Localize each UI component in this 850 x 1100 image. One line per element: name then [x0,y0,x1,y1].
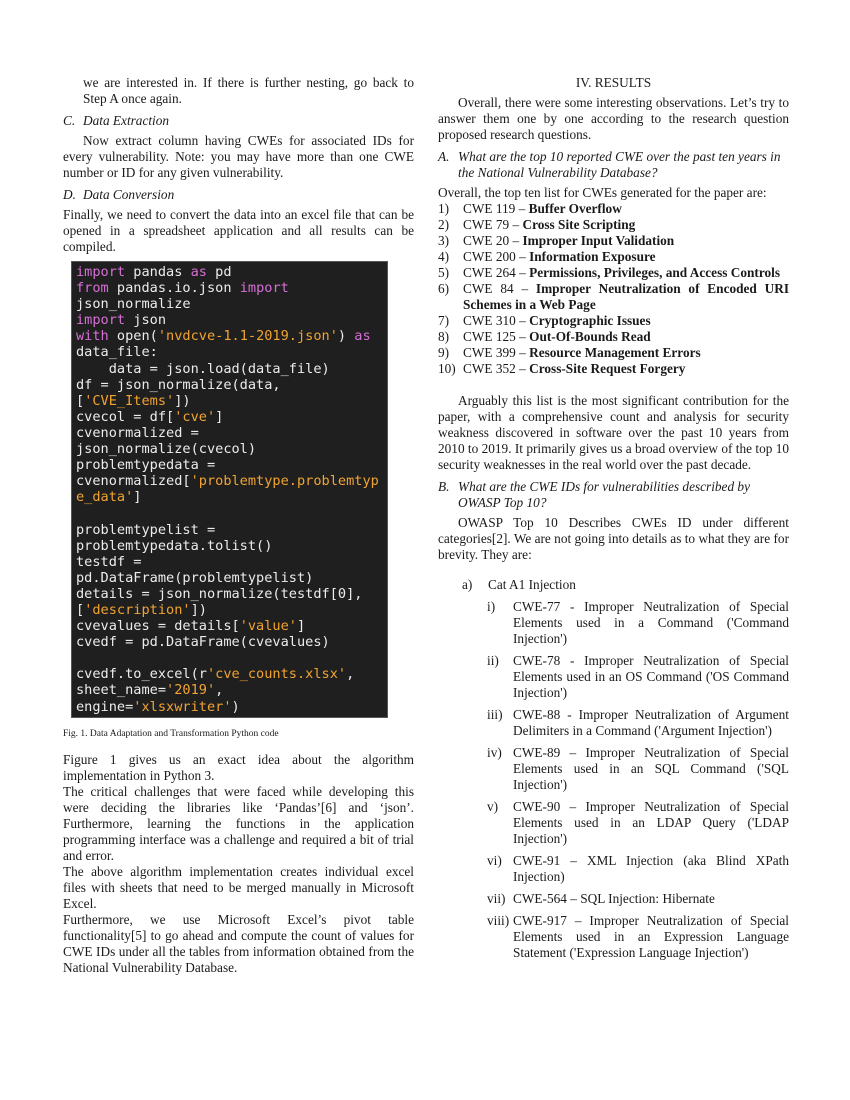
code-token: 'description' [84,601,191,618]
cwe-id: CWE 310 – [463,313,530,328]
section-d-title: Data Conversion [83,187,175,202]
roman-numeral: vi) [487,853,502,868]
list-body [463,361,789,377]
pivot-paragraph: Furthermore, we use Microsoft Excel’s pivot table functionality[5] to go ahead and compute the count of values for CWE IDs under all the tables from information obtained from the National Vulnerability Database. [63,911,414,975]
code-line [76,296,387,312]
code-token: ] [215,408,224,425]
list-item [487,913,789,961]
figure-caption: Fig. 1. Data Adaptation and Transformation Python code [63,728,279,739]
code-line [76,441,387,457]
cwe-name: Improper Input Validation [522,233,675,248]
code-token: pandas.io.json [108,280,240,297]
code-token: [ [76,601,85,618]
list-item [438,233,789,249]
code-token: json_normalize(cvecol) [76,441,257,458]
cwe-name: Buffer Overflow [528,201,622,216]
code-token: import [76,264,126,280]
code-token: ) [231,698,240,715]
code-line [76,425,387,441]
code-line [76,618,387,634]
list-body [463,233,789,249]
list-body [463,329,789,345]
code-line [76,361,387,377]
injection-cwe-text: CWE-90 – Improper Neutralization of Special Elements used in an LDAP Query ('LDAP Injection') [513,799,789,846]
list-item [438,345,789,361]
cwe-id: CWE 352 – [463,361,530,376]
list-item [438,217,789,233]
injection-cwe-text: CWE-88 - Improper Neutralization of Argument Delimiters in a Command ('Argument Injection') [513,707,789,738]
cwe-id: CWE 264 – [463,265,530,280]
cwe-id: CWE 20 – [463,233,523,248]
cwe-name: Permissions, Privileges, and Access Controls [529,265,781,280]
injection-cwe-text: CWE-89 – Improper Neutralization of Special Elements used in an SQL Command ('SQL Injection') [513,745,789,792]
code-token: with [76,328,109,345]
code-token: cvevalues = details[ [76,618,240,635]
code-token: problemtypedata.tolist() [76,537,273,554]
section-c-letter: C. [63,113,76,128]
cwe-name: Resource Management Errors [529,345,701,360]
injection-cwe-text: CWE-917 – Improper Neutralization of Special Elements used in an Expression Language Statement ('Expression Language Injection') [513,913,789,960]
code-token: as [190,264,207,280]
code-token: problemtypelist = [76,521,216,538]
code-line [76,377,387,393]
list-body [463,345,789,361]
code-token: json [125,312,167,329]
code-token: '2019' [166,682,216,699]
implementation-paragraph: The above algorithm implementation creates individual excel files with sheets that need to be merged manually in Microsoft Excel. [63,863,414,911]
code-line [76,554,387,570]
code-token: import [76,312,126,329]
section-c-title: Data Extraction [83,113,170,128]
roman-numeral: i) [487,599,496,614]
list-number: 7) [438,313,450,328]
code-line [76,328,387,344]
list-item [487,653,789,701]
code-line [76,457,387,473]
cwe-id: CWE 79 – [463,217,523,232]
list-number: 4) [438,249,450,264]
code-token: ) [337,328,355,345]
roman-numeral: ii) [487,653,499,668]
code-token: cvedf = pd.DataFrame(cvevalues) [76,634,330,651]
code-token: 'xlsxwriter' [133,698,232,715]
code-token: 'cve' [174,408,216,425]
code-line [76,699,387,715]
owasp-paragraph: OWASP Top 10 Describes CWEs ID under different categories[2]. We are not going into details as to what they are for brevity. They are: [438,515,789,562]
code-line [76,264,387,280]
cwe-id: CWE 200 – [463,249,530,264]
list-number: 1) [438,201,450,216]
list-number: 10) [438,361,456,376]
injection-cwe-text: CWE-564 – SQL Injection: Hibernate [513,891,715,906]
list-body [463,265,789,281]
code-token: pandas [125,264,191,280]
code-token: import [239,280,289,297]
code-token: ]) [190,601,207,618]
list-number: 2) [438,217,450,232]
data-conversion-paragraph: Finally, we need to convert the data into an excel file that can be opened in a spreadsheet application and all results can be compiled. [63,207,414,254]
code-line [76,666,387,682]
section-b-title: What are the CWE IDs for vulnerabilities described by OWASP Top 10? [458,479,750,510]
code-line [76,505,387,521]
python-code-block [71,261,388,718]
list-item [438,249,789,265]
section-a-title: What are the top 10 reported CWE over the past ten years in the National Vulnerability Database? [458,149,781,180]
code-token: from [76,280,109,297]
cwe-name: Out-Of-Bounds Read [529,329,651,344]
list-item [487,799,789,847]
list-item [487,745,789,793]
code-line [76,538,387,554]
cwe-id: CWE 84 – [463,281,536,296]
code-line [76,522,387,538]
code-token: problemtypedata = [76,457,216,474]
injection-cwe-text: CWE-91 – XML Injection (aka Blind XPath Injection) [513,853,789,884]
code-token: 'nvdcve-1.1-2019.json' [157,328,338,345]
cwe-name: Cryptographic Issues [529,313,651,328]
list-item [438,265,789,281]
list-number: 8) [438,329,450,344]
left-column [63,75,414,976]
list-number: 6) [438,281,450,296]
injection-cwe-list [438,599,789,961]
code-token: open( [108,328,158,345]
list-number: 3) [438,233,450,248]
right-column [438,75,789,967]
cwe-id: CWE 125 – [463,329,530,344]
code-token: cvenormalized = [76,424,199,441]
cwe-id: CWE 119 – [463,201,529,216]
code-token: sheet_name= [76,682,167,699]
code-line [76,312,387,328]
code-line [76,489,387,505]
list-item [487,707,789,739]
section-a-letter: A. [438,149,450,164]
code-line [76,393,387,409]
category-a-letter: a) [462,577,473,592]
figure1-paragraph: Figure 1 gives us an exact idea about the algorithm implementation in Python 3. [63,751,414,783]
list-item [438,361,789,377]
list-body [463,249,789,265]
code-token: cvedf.to_excel(r [76,666,207,683]
challenges-paragraph: The critical challenges that were faced while developing this were deciding the libraries like ‘Pandas’[6] and ‘json’. Furthermore, learning the functions in the application programming interface was a challenge and required a bit of trial and error. [63,783,414,863]
code-token: ] [133,489,142,506]
code-line [76,682,387,698]
list-item [487,599,789,647]
code-token: e_data' [76,489,134,506]
list-item [438,281,789,313]
list-item [438,329,789,345]
results-heading: IV. RESULTS [575,75,652,90]
intro-paragraph: we are interested in. If there is further nesting, go back to Step A once again. [83,75,414,106]
code-token: , [346,666,355,683]
code-token: [ [76,392,85,409]
roman-numeral: viii) [487,913,510,928]
section-d-letter: D. [63,187,76,202]
list-body [463,217,789,233]
list-body [463,313,789,329]
list-item [438,201,789,217]
cwe-name: Information Exposure [529,249,656,264]
category-a-label: Cat A1 Injection [488,577,576,592]
code-line [76,344,387,360]
roman-numeral: vii) [487,891,506,906]
code-token: 'value' [239,618,297,635]
code-token: data_file: [76,344,158,361]
code-token: 'CVE_Items' [84,392,175,409]
code-token: details = json_normalize(testdf[0], [76,585,363,602]
cwe-name: Cross Site Scripting [522,217,636,232]
code-line [76,473,387,489]
section-b-heading [438,479,789,511]
section-b-letter: B. [438,479,450,494]
category-a-heading [462,577,789,593]
cwe-id: CWE 399 – [463,345,530,360]
code-token: df = json_normalize(data, [76,376,281,393]
list-item [438,313,789,329]
list-number: 9) [438,345,450,360]
list-body [463,201,789,217]
code-token: pd [206,264,232,280]
code-token: data = json.load(data_file) [76,360,330,377]
code-token: pd.DataFrame(problemtypelist) [76,569,314,586]
code-token: cvenormalized[ [76,473,191,490]
injection-cwe-text: CWE-77 - Improper Neutralization of Special Elements used in a Command ('Command Injection') [513,599,789,646]
top10-cwe-list [438,201,789,377]
code-token: ] [296,618,306,635]
injection-cwe-text: CWE-78 - Improper Neutralization of Special Elements used in an OS Command ('OS Command Injection') [513,653,789,700]
list-item [487,891,789,907]
code-token: 'cve_counts.xlsx' [206,666,347,683]
code-token: json_normalize [76,296,191,313]
section-c-heading [63,113,414,129]
top10-intro: Overall, the top ten list for CWEs generated for the paper are: [438,185,767,200]
list-number: 5) [438,265,450,280]
code-token: engine= [76,698,134,715]
code-line [76,650,387,666]
roman-numeral: v) [487,799,499,814]
cwe-name: Cross-Site Request Forgery [529,361,686,376]
code-token: cvecol = df[ [76,408,175,425]
roman-numeral: iii) [487,707,503,722]
code-line [76,602,387,618]
code-token: testdf = [76,553,142,570]
cwe-name: Improper Neutralization of Encoded URI Schemes in a Web Page [463,281,789,312]
code-token: ]) [174,392,191,409]
arguably-paragraph: Arguably this list is the most significant contribution for the paper, with a comprehensive count and analysis for security weakness discovered in software over the past 10 years from 2010 to 2019. It primarily gives us a broad overview of the top 10 security weaknesses in the real world over the past decade. [438,393,789,472]
code-line [76,280,387,296]
code-token: , [215,682,224,699]
code-token: as [354,328,371,345]
data-extraction-paragraph: Now extract column having CWEs for associated IDs for every vulnerability. Note: you may have more than one CWE number or ID for any given vulnerability. [63,133,414,180]
code-line [76,409,387,425]
section-a-heading [438,149,789,181]
list-body [463,281,789,313]
list-item [487,853,789,885]
results-paragraph: Overall, there were some interesting observations. Let’s try to answer them one by one according to the research question proposed research questions. [438,95,789,142]
code-line [76,570,387,586]
section-d-heading [63,187,414,203]
code-line [76,634,387,650]
roman-numeral: iv) [487,745,502,760]
code-token: 'problemtype.problemtyp [190,473,379,490]
code-line [76,586,387,602]
